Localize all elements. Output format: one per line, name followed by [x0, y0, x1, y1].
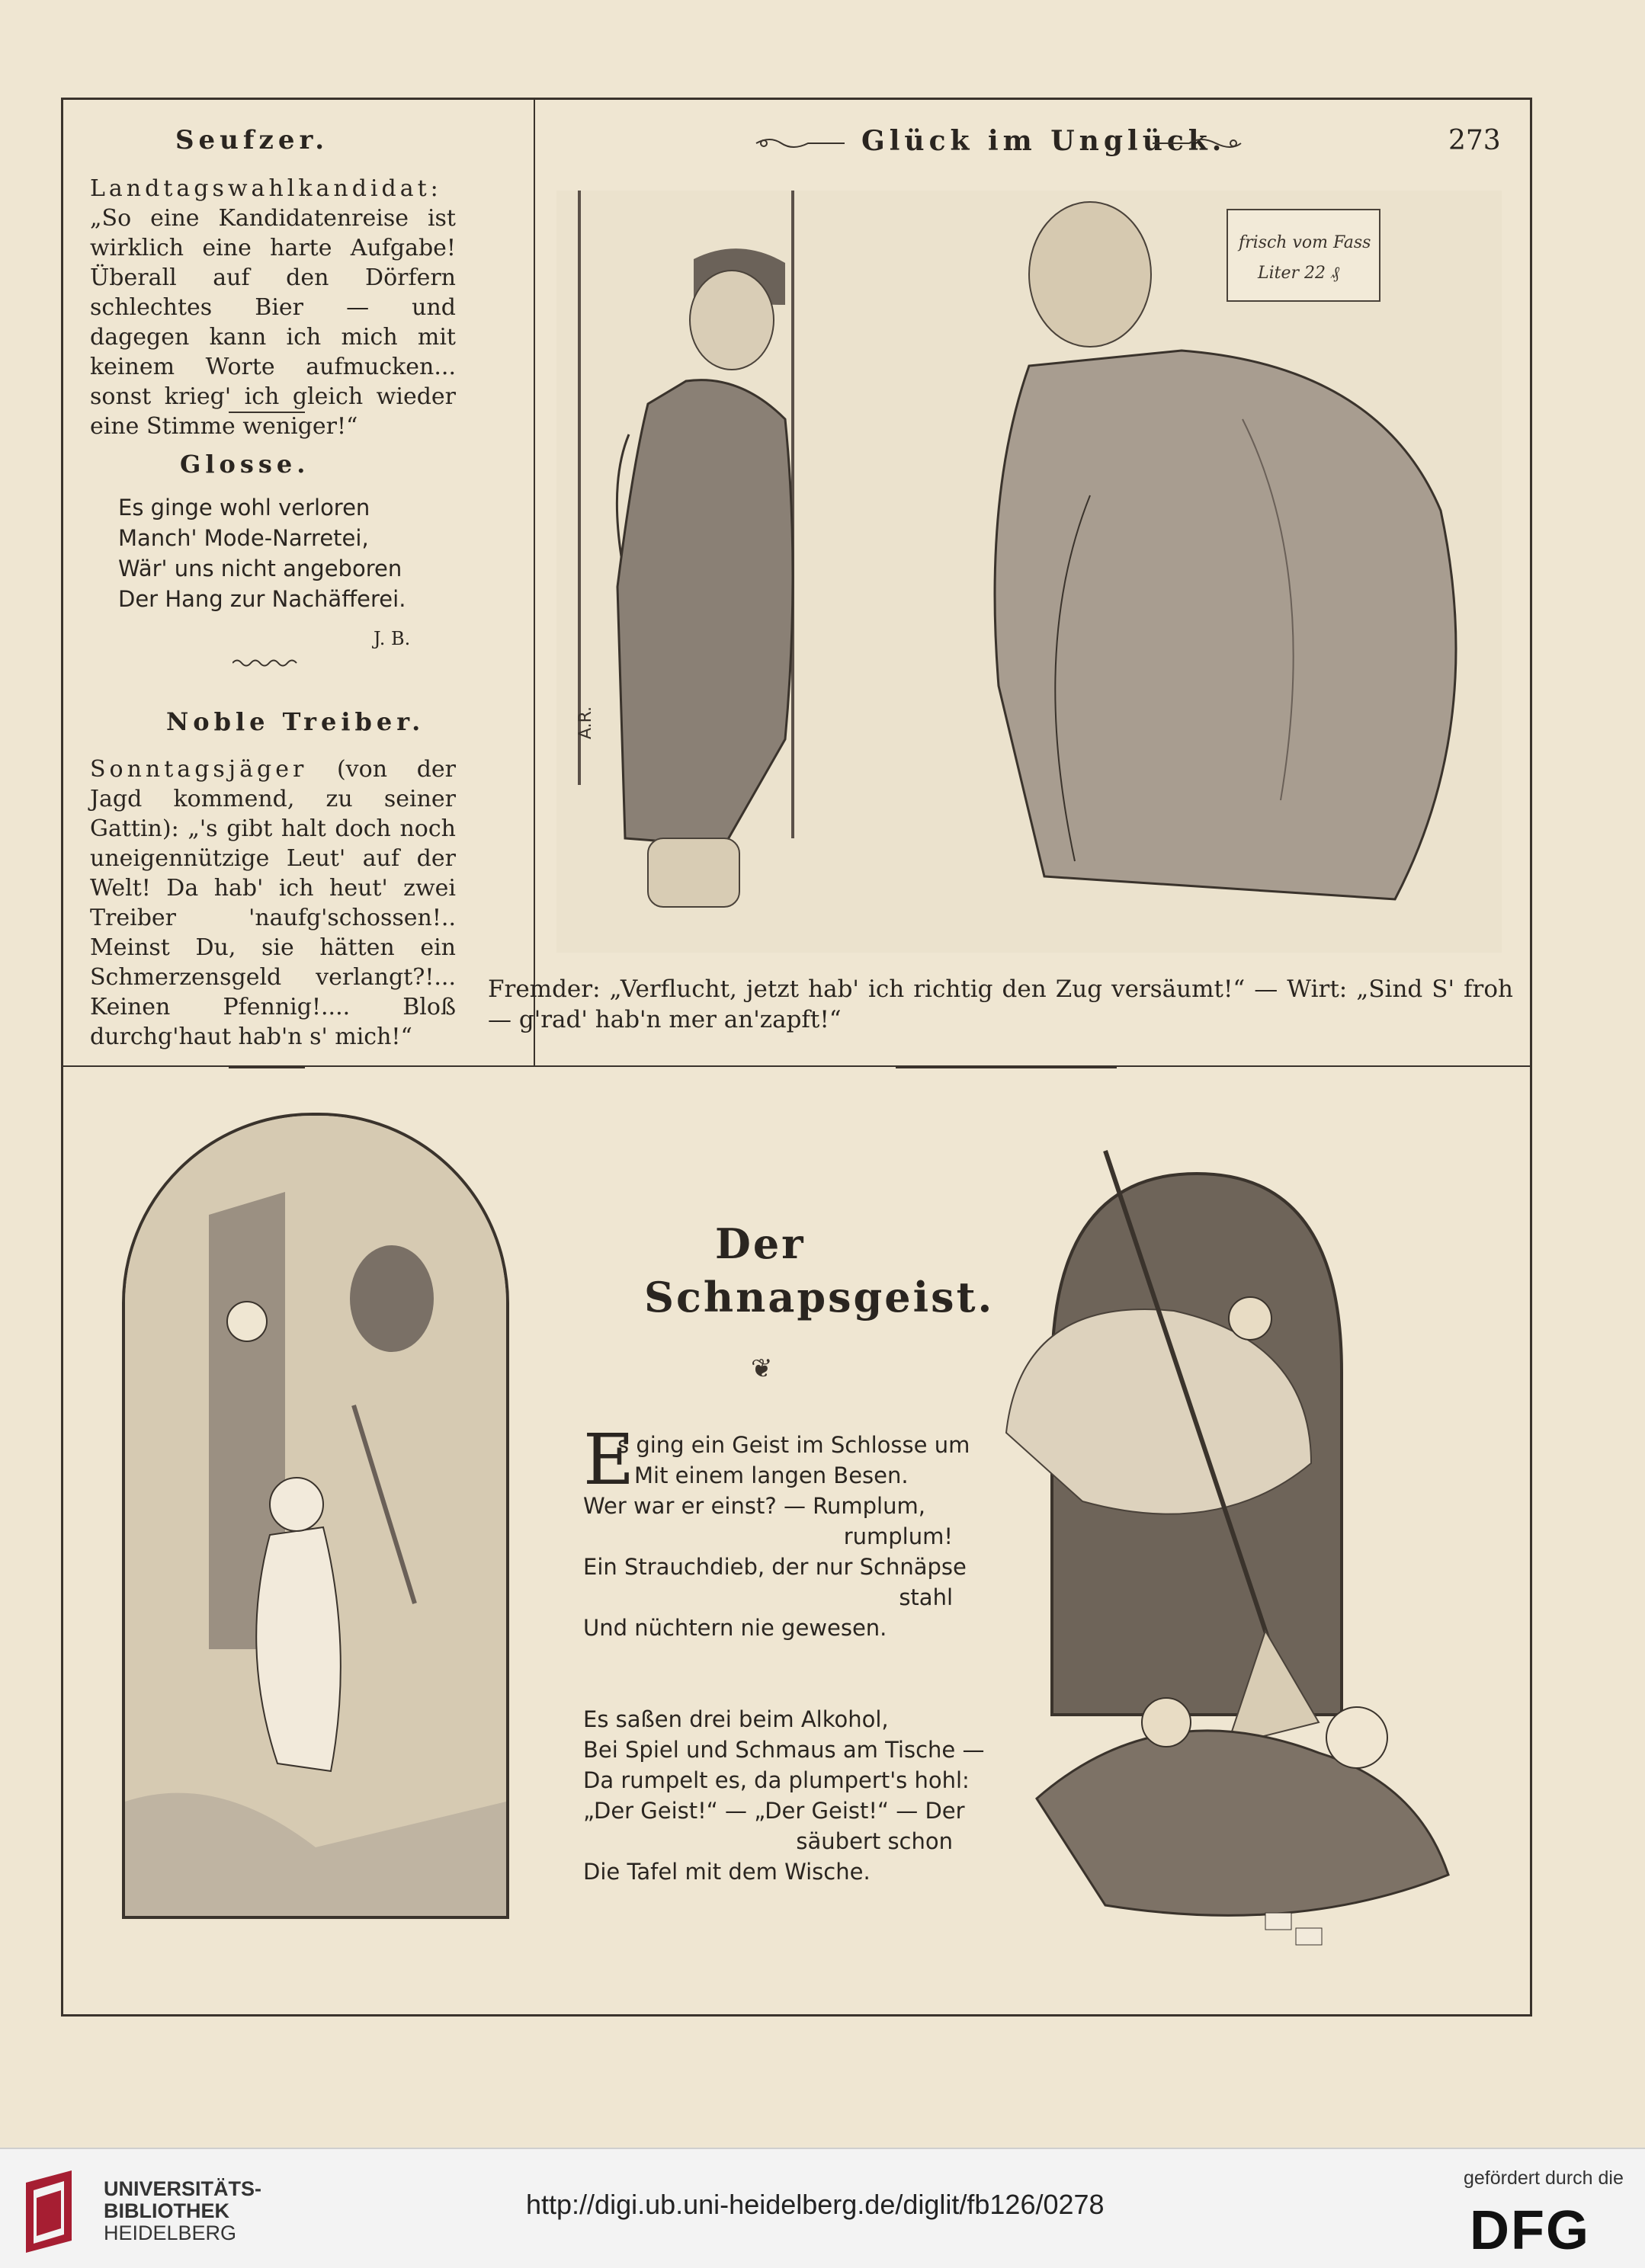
university-name-line: BIBLIOTHEK [104, 2199, 229, 2222]
poem-line: Ein Strauchdieb, der nur Schnäpse [583, 1554, 967, 1580]
glosse-line: Manch' Mode-Narretei, [118, 525, 369, 551]
header-flourish-left [755, 136, 846, 151]
wavy-ornament [232, 657, 301, 668]
separator-rule [229, 412, 305, 413]
treiber-text [90, 754, 456, 1052]
cartoon-caption: Fremder: „Verflucht, jetzt hab' ich richtig den Zug versäumt!“ — Wirt: „Sind S' froh — g'rad' hab'n mer an'zapft!“ [488, 975, 1513, 1033]
poem-title-line1: Der [715, 1219, 806, 1268]
treiber-speaker: Sonntagsjäger [90, 756, 308, 783]
poem-line: Mit einem langen Besen. [634, 1462, 909, 1488]
separator-rule [896, 1067, 1117, 1068]
glosse-title: Glosse. [180, 450, 310, 479]
brawl-illustration [991, 1143, 1525, 1966]
poem-line: Es saßen drei beim Alkohol, [583, 1706, 889, 1732]
poem-line: Und nüchtern nie gewesen. [583, 1615, 887, 1641]
poem-line: Bei Spiel und Schmaus am Tische — [583, 1737, 985, 1763]
treiber-body: (von der Jagd kommend, zu seiner Gattin): „'s gibt halt doch noch uneigennützige Leut' auf der Welt! Da hab' ich heut' zwei Treiber 'naufg'schossen!.. Meinst Du, sie hätten ein Schmerzensgeld verlangt?!... Keinen Pfennig!.... Bloß durchg'haut hab'n s' mich!“ [90, 756, 456, 1050]
seufzer-title: Seufzer. [175, 125, 329, 155]
poem-line: Da rumpelt es, da plumpert's hohl: [583, 1767, 970, 1793]
glosse-line: Wär' uns nicht angeboren [118, 556, 402, 581]
cartoon-header: Glück im Unglück. [861, 125, 1227, 157]
glosse-poem [118, 492, 406, 614]
glosse-line: Der Hang zur Nachäfferei. [118, 586, 406, 612]
university-name [104, 2178, 261, 2244]
seufzer-body: „So eine Kandidatenreise ist wirklich eine harte Aufgabe! Überall auf den Dörfern schlechtes Bier — und dagegen kann ich mich mit keinem Worte aufmucken... sonst krieg' ich gleich wieder eine Stimme weniger!“ [90, 205, 456, 440]
university-logo-icon [18, 2167, 95, 2253]
poem-line: rumplum! [843, 1523, 953, 1549]
poem-line: s ging ein Geist im Schlosse um [617, 1432, 970, 1458]
poem-stanza-2 [583, 1704, 985, 1887]
treiber-title: Noble Treiber. [166, 707, 425, 736]
funding-label: gefördert durch die [1464, 2167, 1624, 2189]
sign-text-1: frisch vom Fass [1239, 233, 1371, 252]
column-divider [534, 98, 535, 1065]
poem-title-line2: Schnapsgeist. [644, 1273, 995, 1321]
header-flourish-right [1151, 136, 1243, 151]
seufzer-text [90, 174, 456, 441]
poem-line: säubert schon [796, 1828, 953, 1854]
poem-line: stahl [899, 1584, 953, 1610]
sign-text-2: Liter 22 ₰ [1258, 264, 1340, 283]
ghost-illustration [122, 1113, 509, 1919]
poem-line: Die Tafel mit dem Wische. [583, 1859, 871, 1885]
poem-line: Wer war er einst? — Rumplum, [583, 1493, 925, 1519]
glosse-author: J. B. [374, 628, 411, 649]
dfg-logo: DFG [1470, 2200, 1590, 2261]
poem-stanza-1 [617, 1430, 970, 1491]
university-name-line: HEIDELBERG [104, 2222, 237, 2244]
drop-cap-initial: E [583, 1419, 635, 1501]
library-footer [0, 2148, 1645, 2268]
cartoon-illustration [556, 191, 1502, 953]
artist-signature: A.R. [576, 706, 595, 739]
page-number: 273 [1448, 125, 1501, 156]
permalink-url[interactable]: http://digi.ub.uni-heidelberg.de/diglit/fb126/0278 [526, 2189, 1105, 2220]
university-name-line: UNIVERSITÄTS- [104, 2177, 262, 2200]
poem-line: „Der Geist!“ — „Der Geist!“ — Der [583, 1798, 965, 1824]
poem-stanza-1b [583, 1491, 967, 1643]
glosse-line: Es ginge wohl verloren [118, 495, 370, 521]
seufzer-speaker: Landtagswahlkandidat: [90, 175, 442, 202]
poem-ornament: ❦ [751, 1353, 773, 1384]
separator-rule [229, 1067, 305, 1068]
